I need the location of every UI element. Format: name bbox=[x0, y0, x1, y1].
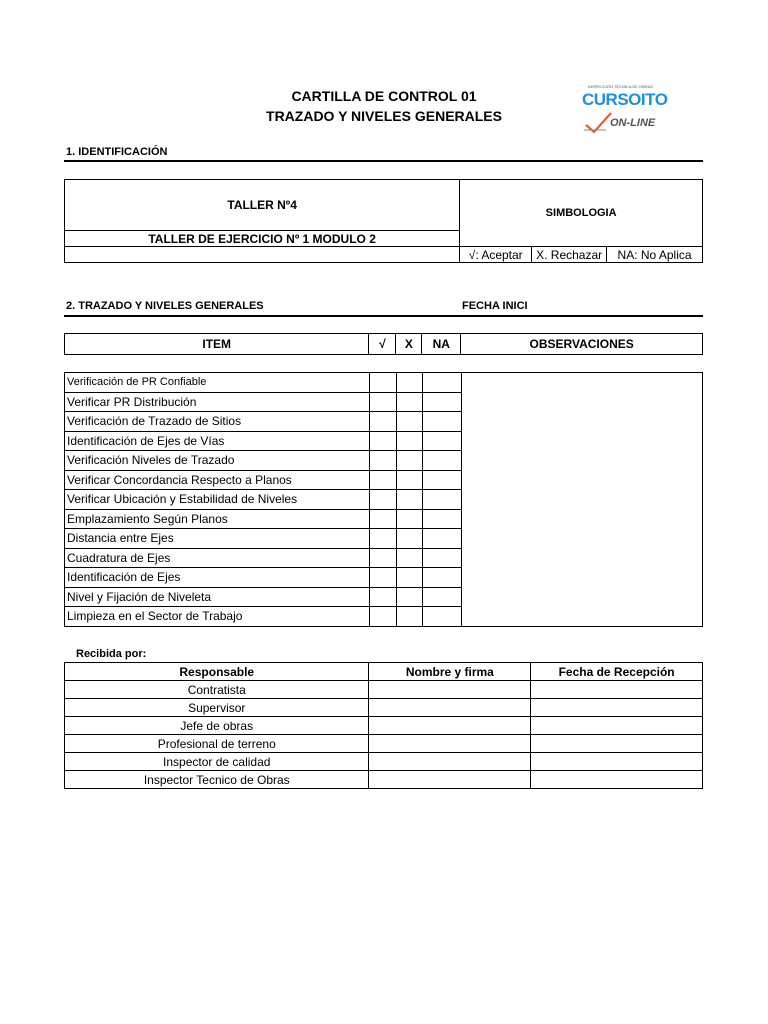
col-observaciones: OBSERVACIONES bbox=[461, 334, 703, 355]
na-cell[interactable] bbox=[422, 412, 461, 432]
section-1-label: 1. IDENTIFICACIÓN bbox=[66, 146, 168, 158]
checklist-item-label: Identificación de Ejes de Vías bbox=[65, 431, 370, 451]
cursoito-logo bbox=[580, 84, 670, 136]
na-cell[interactable] bbox=[422, 431, 461, 451]
legend-rechazar: X. Rechazar bbox=[532, 247, 607, 263]
nombre-firma-cell[interactable] bbox=[369, 699, 531, 717]
check-cell[interactable] bbox=[369, 373, 396, 393]
check-cell[interactable] bbox=[369, 412, 396, 432]
fecha-recepcion-cell[interactable] bbox=[531, 771, 703, 789]
x-cell[interactable] bbox=[396, 451, 422, 471]
observaciones-cell[interactable] bbox=[461, 373, 702, 627]
items-header bbox=[64, 333, 703, 355]
nombre-firma-cell[interactable] bbox=[369, 735, 531, 753]
check-cell[interactable] bbox=[369, 470, 396, 490]
check-cell[interactable] bbox=[369, 607, 396, 627]
section-2-rule bbox=[64, 315, 703, 317]
col-x: X bbox=[396, 334, 422, 355]
checklist-item-label: Nivel y Fijación de Niveleta bbox=[65, 587, 370, 607]
title-line-1: CARTILLA DE CONTROL 01 bbox=[291, 88, 477, 104]
x-cell[interactable] bbox=[396, 607, 422, 627]
x-cell[interactable] bbox=[396, 529, 422, 549]
nombre-firma-cell[interactable] bbox=[369, 753, 531, 771]
checklist-item-label: Distancia entre Ejes bbox=[65, 529, 370, 549]
x-cell[interactable] bbox=[396, 548, 422, 568]
reception-row bbox=[65, 699, 703, 717]
simbologia-cell: SIMBOLOGIA bbox=[460, 180, 703, 247]
na-cell[interactable] bbox=[422, 490, 461, 510]
x-cell[interactable] bbox=[396, 509, 422, 529]
section-2-label: 2. TRAZADO Y NIVELES GENERALES bbox=[66, 300, 264, 312]
responsable-cell: Profesional de terreno bbox=[65, 735, 369, 753]
col-item: ITEM bbox=[65, 334, 369, 355]
na-cell[interactable] bbox=[422, 451, 461, 471]
check-cell[interactable] bbox=[369, 587, 396, 607]
checklist-item-label: Limpieza en el Sector de Trabajo bbox=[65, 607, 370, 627]
responsable-cell: Jefe de obras bbox=[65, 717, 369, 735]
na-cell[interactable] bbox=[422, 607, 461, 627]
recibida-label: Recibida por: bbox=[76, 648, 147, 660]
checklist-item-label: Verificación de PR Confiable bbox=[65, 373, 370, 393]
checklist-item-label: Verificación Niveles de Trazado bbox=[65, 451, 370, 471]
x-cell[interactable] bbox=[396, 587, 422, 607]
nombre-firma-cell[interactable] bbox=[369, 771, 531, 789]
fecha-recepcion-cell[interactable] bbox=[531, 753, 703, 771]
taller-cell: TALLER Nº4 bbox=[65, 180, 460, 231]
title-line-2: TRAZADO Y NIVELES GENERALES bbox=[266, 108, 502, 124]
logo-brand: CURSOITO bbox=[582, 90, 668, 109]
check-cell[interactable] bbox=[369, 568, 396, 588]
check-cell[interactable] bbox=[369, 490, 396, 510]
fecha-inicio-label: FECHA INICI bbox=[462, 300, 528, 312]
responsable-cell: Supervisor bbox=[65, 699, 369, 717]
section-1-rule bbox=[64, 160, 703, 162]
nombre-firma-cell[interactable] bbox=[369, 681, 531, 699]
na-cell[interactable] bbox=[422, 529, 461, 549]
checklist-row bbox=[65, 373, 703, 393]
responsable-cell: Inspector de calidad bbox=[65, 753, 369, 771]
col-nombre-firma: Nombre y firma bbox=[369, 663, 531, 681]
check-cell[interactable] bbox=[369, 431, 396, 451]
fecha-recepcion-cell[interactable] bbox=[531, 717, 703, 735]
legend-aceptar: √: Aceptar bbox=[460, 247, 532, 263]
x-cell[interactable] bbox=[396, 431, 422, 451]
responsable-cell: Contratista bbox=[65, 681, 369, 699]
x-cell[interactable] bbox=[396, 392, 422, 412]
na-cell[interactable] bbox=[422, 392, 461, 412]
x-cell[interactable] bbox=[396, 373, 422, 393]
checklist-item-label: Emplazamiento Según Planos bbox=[65, 509, 370, 529]
col-fecha-recepcion: Fecha de Recepción bbox=[531, 663, 703, 681]
checklist-item-label: Verificar PR Distribución bbox=[65, 392, 370, 412]
legend-no-aplica: NA: No Aplica bbox=[607, 247, 703, 263]
fecha-recepcion-cell[interactable] bbox=[531, 735, 703, 753]
identification-table bbox=[64, 179, 703, 263]
reception-row bbox=[65, 717, 703, 735]
checklist-item-label: Verificación de Trazado de Sitios bbox=[65, 412, 370, 432]
check-cell[interactable] bbox=[369, 548, 396, 568]
x-cell[interactable] bbox=[396, 412, 422, 432]
checklist-item-label: Identificación de Ejes bbox=[65, 568, 370, 588]
nombre-firma-cell[interactable] bbox=[369, 717, 531, 735]
na-cell[interactable] bbox=[422, 509, 461, 529]
reception-row bbox=[65, 771, 703, 789]
checklist-item-label: Verificar Concordancia Respecto a Planos bbox=[65, 470, 370, 490]
logo-tagline: ON-LINE bbox=[610, 117, 656, 129]
fecha-recepcion-cell[interactable] bbox=[531, 699, 703, 717]
items-table bbox=[64, 372, 703, 627]
logo-small-text: INSPECCIÓN TÉCNICA DE OBRAS bbox=[588, 84, 654, 89]
reception-row bbox=[65, 753, 703, 771]
check-cell[interactable] bbox=[369, 392, 396, 412]
check-cell[interactable] bbox=[369, 451, 396, 471]
na-cell[interactable] bbox=[422, 548, 461, 568]
na-cell[interactable] bbox=[422, 470, 461, 490]
reception-row bbox=[65, 681, 703, 699]
checklist-item-label: Cuadratura de Ejes bbox=[65, 548, 370, 568]
col-responsable: Responsable bbox=[65, 663, 369, 681]
responsable-cell: Inspector Tecnico de Obras bbox=[65, 771, 369, 789]
x-cell[interactable] bbox=[396, 470, 422, 490]
blank-cell bbox=[65, 247, 460, 263]
col-na: NA bbox=[422, 334, 461, 355]
na-cell[interactable] bbox=[422, 587, 461, 607]
na-cell[interactable] bbox=[422, 373, 461, 393]
fecha-recepcion-cell[interactable] bbox=[531, 681, 703, 699]
check-cell[interactable] bbox=[369, 529, 396, 549]
na-cell[interactable] bbox=[422, 568, 461, 588]
check-cell[interactable] bbox=[369, 509, 396, 529]
taller-ejercicio-cell: TALLER DE EJERCICIO Nº 1 MODULO 2 bbox=[65, 231, 460, 247]
reception-row bbox=[65, 735, 703, 753]
col-check: √ bbox=[369, 334, 396, 355]
x-cell[interactable] bbox=[396, 568, 422, 588]
reception-table bbox=[64, 662, 703, 789]
x-cell[interactable] bbox=[396, 490, 422, 510]
checklist-item-label: Verificar Ubicación y Estabilidad de Niveles bbox=[65, 490, 370, 510]
